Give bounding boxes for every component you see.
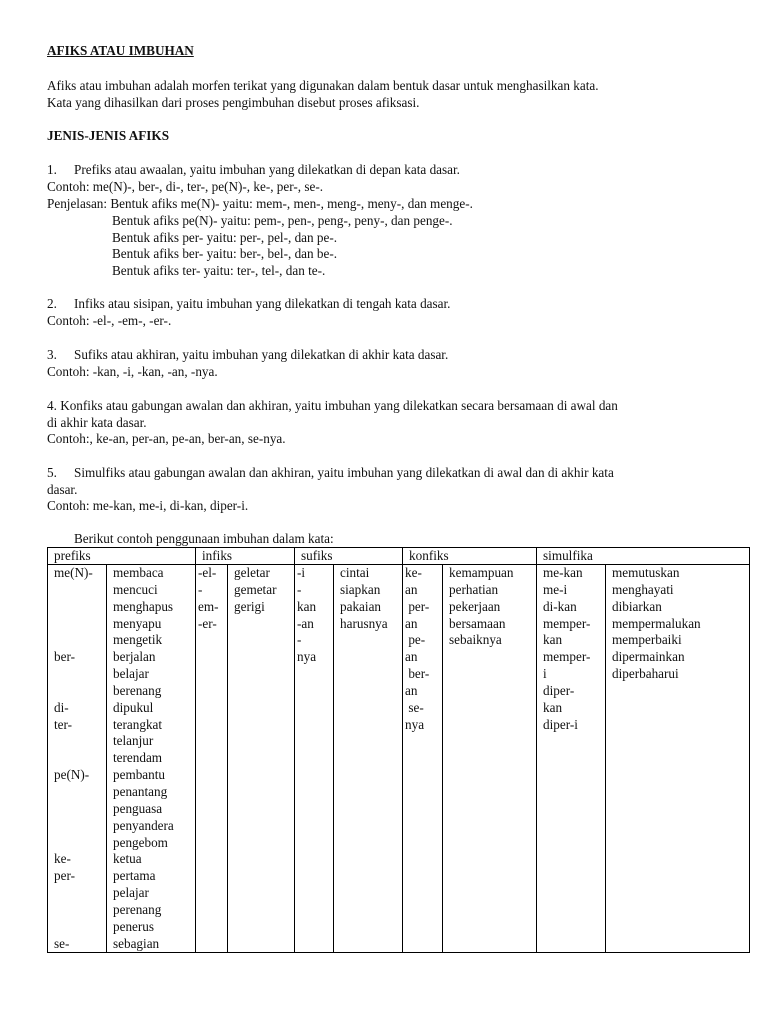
intro-line-2: Kata yang dihasilkan dari proses pengimbuhan disebut proses afiksasi. [47,95,420,110]
section-heading: JENIS-JENIS AFIKS [47,128,170,143]
item-3-line [47,347,448,364]
table-header-row [48,548,750,565]
item-2-contoh: Contoh: -el-, -em-, -er-. [47,313,172,328]
simulfiks-affix-cell: me-kan me-i di-kan memper- kan memper- i diper- kan diper-i [537,565,606,953]
infiks-words-cell: geletar gemetar gerigi [228,565,295,953]
item-2-line [47,296,450,313]
item-1-sub-3: Bentuk afiks ber- yaitu: ber-, bel-, dan be-. [112,246,338,261]
item-3-contoh: Contoh: -kan, -i, -kan, -an, -nya. [47,364,218,379]
item-1-sub-2: Bentuk afiks per- yaitu: per-, pel-, dan pe-. [112,230,338,245]
item-3-text: Sufiks atau akhiran, yaitu imbuhan yang dilekatkan di akhir kata dasar. [74,347,449,362]
item-1-penjelasan: Penjelasan: Bentuk afiks me(N)- yaitu: mem-, men-, meng-, meny-, dan menge-. [47,196,473,211]
prefiks-affix-cell: me(N)- ber- di- ter- pe(N)- ke- per- se- [48,565,107,953]
table-body-row [48,565,750,953]
item-4-line-2: di akhir kata dasar. [47,415,147,430]
item-5-number: 5. [47,465,57,480]
intro-line-1: Afiks atau imbuhan adalah morfen terikat yang digunakan dalam bentuk dasar untuk menghasilkan kata. [47,78,599,93]
item-1-text: Prefiks atau awaalan, yaitu imbuhan yang dilekatkan di depan kata dasar. [74,162,460,177]
item-1-contoh: Contoh: me(N)-, ber-, di-, ter-, pe(N)-, ke-, per-, se-. [47,179,324,194]
item-1-number: 1. [47,162,57,177]
item-2-number: 2. [47,296,57,311]
document-title: AFIKS ATAU IMBUHAN [47,43,194,58]
table-caption: Berikut contoh penggunaan imbuhan dalam kata: [74,531,334,546]
item-5-line-2: dasar. [47,482,78,497]
item-1-sub-4: Bentuk afiks ter- yaitu: ter-, tel-, dan te-. [112,263,326,278]
konfiks-words-cell: kemampuan perhatian pekerjaan bersamaan sebaiknya [443,565,537,953]
header-simulfiks: simulfika [537,548,750,565]
header-prefiks: prefiks [48,548,196,565]
item-4-contoh: Contoh:, ke-an, per-an, pe-an, ber-an, se-nya. [47,431,286,446]
item-5-line-1 [47,465,614,482]
item-1-sub-1: Bentuk afiks pe(N)- yaitu: pem-, pen-, peng-, peny-, dan penge-. [112,213,453,228]
item-2-text: Infiks atau sisipan, yaitu imbuhan yang dilekatkan di tengah kata dasar. [74,296,451,311]
infiks-affix-cell: -el- - em- -er- [196,565,228,953]
item-3-number: 3. [47,347,57,362]
item-1-line [47,162,460,179]
sufiks-affix-cell: -i - kan -an - nya [295,565,334,953]
item-5-text: Simulfiks atau gabungan awalan dan akhiran, yaitu imbuhan yang dilekatkan di awal dan di akhir kata [74,465,614,480]
header-sufiks: sufiks [295,548,403,565]
sufiks-words-cell: cintai siapkan pakaian harusnya [334,565,403,953]
simulfiks-words-cell: memutuskan menghayati dibiarkan mempermalukan memperbaiki dipermainkan diperbaharui [606,565,750,953]
konfiks-affix-cell: ke- an per- an pe- an ber- an se- nya [403,565,443,953]
item-5-contoh: Contoh: me-kan, me-i, di-kan, diper-i. [47,498,249,513]
header-infiks: infiks [196,548,295,565]
item-4-line-1: 4. Konfiks atau gabungan awalan dan akhiran, yaitu imbuhan yang dilekatkan secara bersamaan di awal dan [47,398,618,413]
header-konfiks: konfiks [403,548,537,565]
prefiks-words-cell: membaca mencuci menghapus menyapu mengetik berjalan belajar berenang dipukul terangkat telanjur terendam pembantu penantang penguasa penyandera pengebom ketua pertama pelajar perenang penerus sebagian [107,565,196,953]
affix-table [47,547,750,953]
